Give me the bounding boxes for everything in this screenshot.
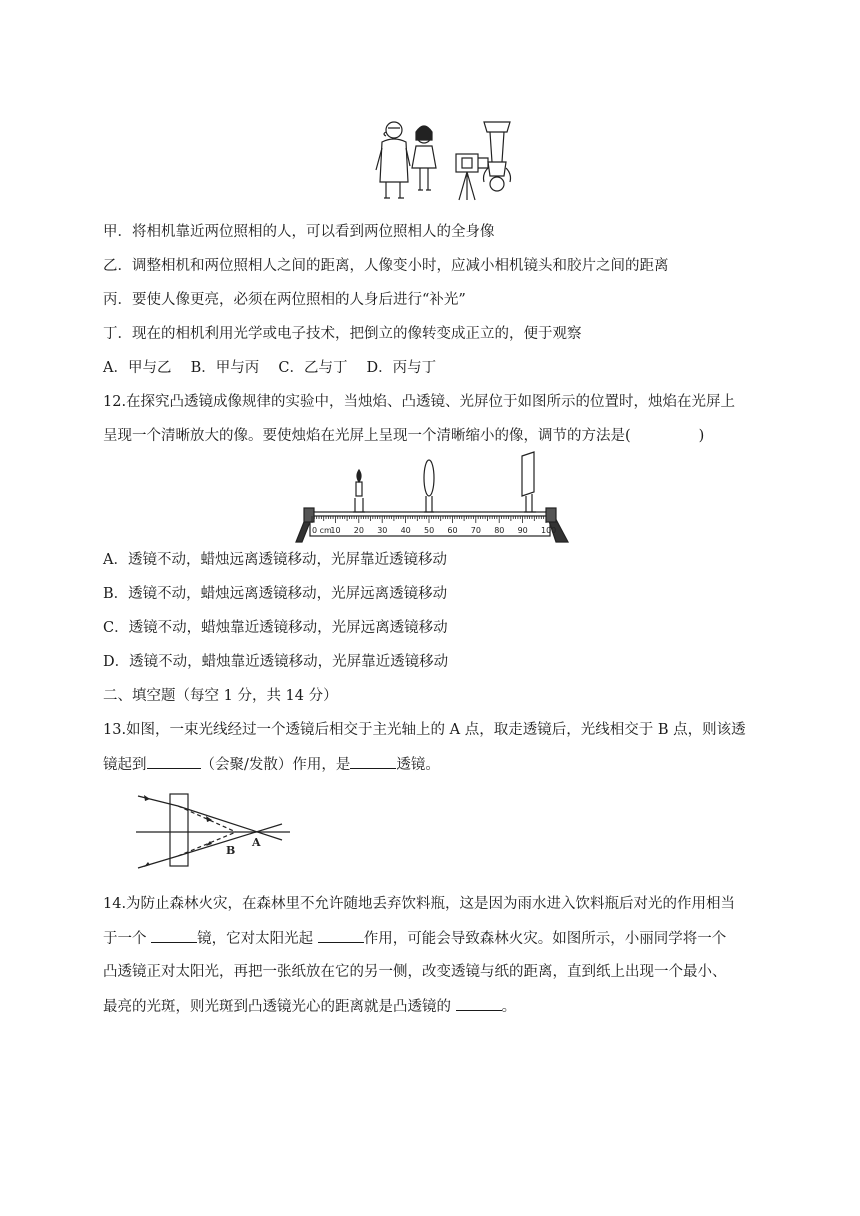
q14-text-e: 。: [501, 999, 517, 1015]
q12-option-b: B．透镜不动，蜡烛远离透镜移动，光屏远离透镜移动: [103, 586, 448, 602]
scale-label: 40: [400, 526, 411, 535]
scale-label: 0 cm: [312, 526, 332, 535]
q14-text-c: 作用，可能会导致森林火灾。如图所示，小丽同学将一个: [363, 931, 727, 947]
optical-bench-figure: [290, 450, 575, 546]
q14-blank-3[interactable]: [456, 996, 502, 1011]
q14-text-a: 于一个: [103, 931, 152, 947]
q13-stem-line1: 13.如图，一束光线经过一个透镜后相交于主光轴上的 A 点，取走透镜后，光线相交于 B 点，则该透: [103, 722, 746, 738]
q14-blank-2[interactable]: [318, 928, 364, 943]
scale-label: 20: [353, 526, 364, 535]
q12-stem-close: ): [698, 428, 705, 444]
scale-label: 30: [377, 526, 388, 535]
q11-statement-ding: 丁．现在的相机利用光学或电子技术，把倒立的像转变成正立的，便于观察: [103, 326, 582, 342]
q14-stem-line2: [103, 928, 726, 949]
q12-option-c: C．透镜不动，蜡烛靠近透镜移动，光屏远离透镜移动: [103, 620, 448, 636]
scale-label: 80: [494, 526, 505, 535]
scale-label: 60: [447, 526, 458, 535]
q13-text-c: 透镜。: [396, 757, 440, 773]
point-label-b: B: [226, 844, 236, 857]
q13-blank-1[interactable]: [147, 754, 201, 769]
scale-label: 90: [517, 526, 528, 535]
q11-statement-bing: 丙．要使人像更亮，必须在两位照相的人身后进行“补光”: [103, 292, 466, 308]
q12-stem-line2: [103, 426, 704, 446]
scale-label: 50: [424, 526, 435, 535]
q12-option-a: A．透镜不动，蜡烛远离透镜移动，光屏靠近透镜移动: [103, 552, 447, 568]
camera-photographing-people-figure: [372, 118, 522, 203]
q12-stem-line1: 12.在探究凸透镜成像规律的实验中，当烛焰、凸透镜、光屏位于如图所示的位置时，烛焰在光屏上: [103, 394, 736, 410]
q11-statement-jia: 甲．将相机靠近两位照相的人，可以看到两位照相人的全身像: [103, 224, 495, 240]
q13-text-b: （会聚/发散）作用，是: [200, 757, 351, 773]
q12-option-d: D．透镜不动，蜡烛靠近透镜移动，光屏靠近透镜移动: [103, 654, 449, 670]
lens-rays-diagram: [132, 788, 294, 870]
q11-options: A．甲与乙 B．甲与丙 C．乙与丁 D．丙与丁: [103, 360, 437, 376]
scale-label: 70: [470, 526, 481, 535]
q14-stem-line3: 凸透镜正对太阳光，再把一张纸放在它的另一侧，改变透镜与纸的距离，直到纸上出现一个最小、: [103, 964, 727, 980]
q11-statement-yi: 乙．调整相机和两位照相人之间的距离，人像变小时，应减小相机镜头和胶片之间的距离: [103, 258, 669, 274]
q14-text-b: 镜，它对太阳光起: [197, 931, 318, 947]
scale-label: 10: [330, 526, 341, 535]
q14-stem-line4: [103, 996, 516, 1017]
q13-blank-2[interactable]: [350, 754, 396, 769]
section-heading: 二、填空题（每空 1 分，共 14 分）: [103, 688, 338, 704]
q14-blank-1[interactable]: [151, 928, 197, 943]
point-label-a: A: [252, 836, 261, 849]
q13-text-a: 镜起到: [103, 757, 147, 773]
q13-stem-line2: [103, 754, 440, 775]
q12-stem-text: 呈现一个清晰放大的像。要使烛焰在光屏上呈现一个清晰缩小的像，调节的方法是(: [103, 428, 631, 444]
q14-stem-line1: 14.为防止森林火灾，在森林里不允许随地丢弃饮料瓶，这是因为雨水进入饮料瓶后对光的作用相当: [103, 896, 736, 912]
q14-text-d: 最亮的光斑，则光斑到凸透镜光心的距离就是凸透镜的: [103, 999, 456, 1015]
scale-label: 100: [541, 526, 557, 535]
